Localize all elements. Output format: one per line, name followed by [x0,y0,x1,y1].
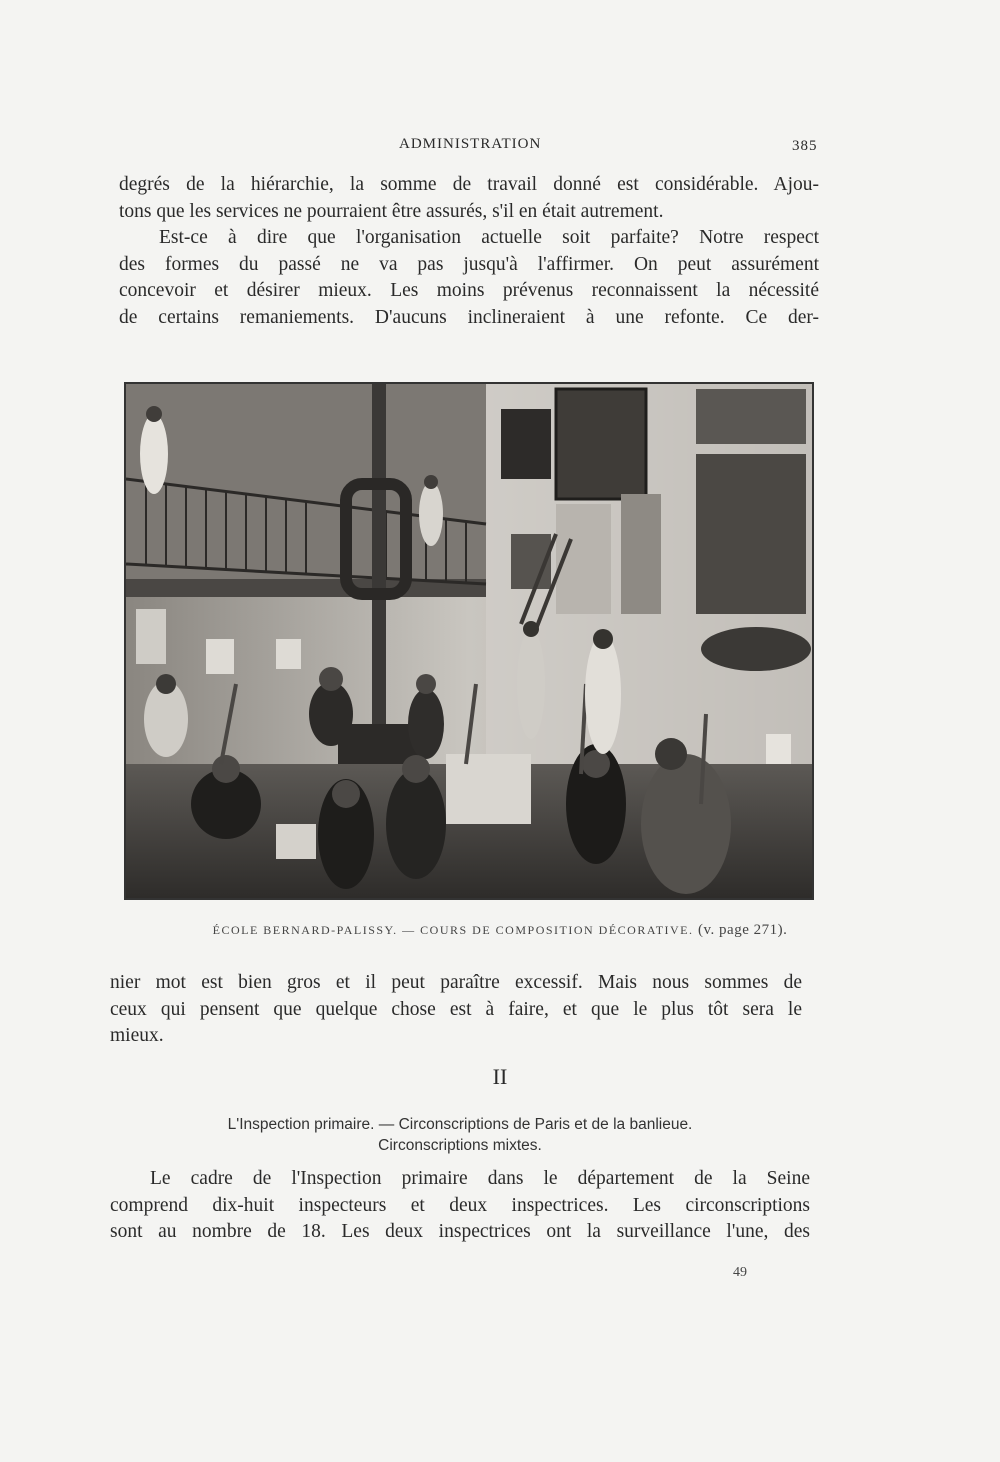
text-line: Le cadre de l'Inspection primaire dans le département de la Seine [150,1168,810,1189]
top-paragraph [119,172,819,331]
text-line: tons que les services ne pourraient être assurés, s'il en était autrement. [119,200,664,222]
running-title: ADMINISTRATION [399,136,542,152]
section-title [0,1114,920,1156]
photo-illustration [126,384,812,898]
figure-caption [0,922,1000,939]
text-line: des formes du passé ne va pas jusqu'à l'affirmer. On peut assurément [119,253,819,275]
text-line: ceux qui pensent que quelque chose est à faire, et que le plus tôt sera le [110,998,802,1020]
text-line: concevoir et désirer mieux. Les moins prévenus reconnaissent la nécessité [119,280,819,301]
caption-text: ÉCOLE BERNARD-PALISSY. — COURS DE COMPOSITION DÉCORATIVE. [212,923,694,937]
section-title-line: L'Inspection primaire. — Circonscriptions de Paris et de la banlieue. [227,1116,693,1133]
middle-paragraph [110,970,802,1050]
text-line: degrés de la hiérarchie, la somme de travail donné est considérable. Ajou- [119,174,819,195]
text-line: de certains remaniements. D'aucuns inclineraient à une refonte. Ce der- [119,306,819,328]
workshop-photograph [124,382,814,900]
text-line: Est-ce à dire que l'organisation actuelle soit parfaite? Notre respect [159,227,819,248]
section-number: II [492,1064,508,1089]
bottom-paragraph [110,1166,810,1246]
text-line: comprend dix-huit inspecteurs et deux inspectrices. Les circonscriptions [110,1194,810,1216]
folio-signature: 49 [733,1265,747,1280]
page-number: 385 [792,138,818,154]
text-line: nier mot est bien gros et il peut paraître excessif. Mais nous sommes de [110,972,802,993]
section-title-line: Circonscriptions mixtes. [378,1137,542,1154]
caption-page-reference: (v. page 271). [698,922,788,938]
running-head [0,136,1000,158]
text-line: sont au nombre de 18. Les deux inspectrices ont la surveillance l'une, des [110,1221,810,1242]
text-line: mieux. [110,1025,164,1046]
